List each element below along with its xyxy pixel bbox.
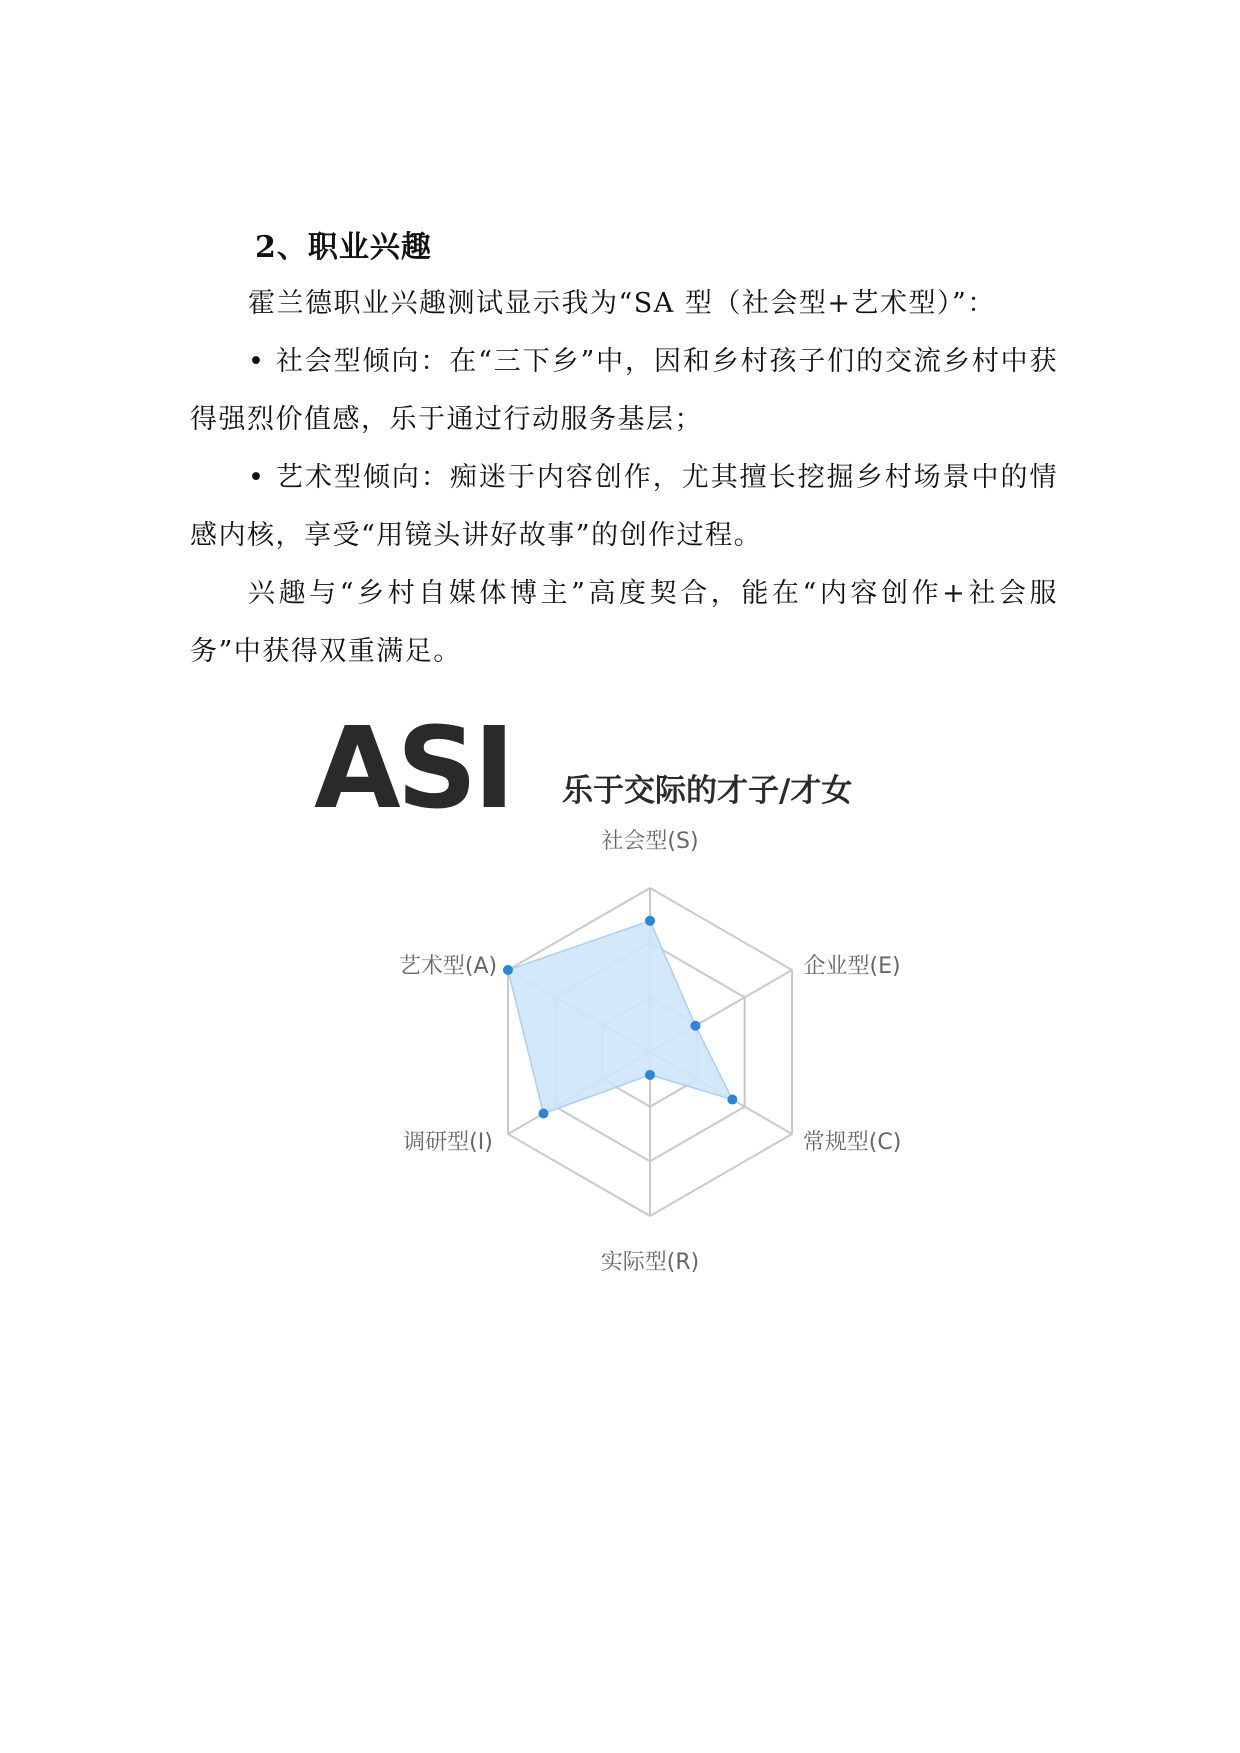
radar-axis-label: 实际型(R) (600, 1250, 700, 1275)
radar-axis-label: 艺术型(A) (398, 954, 498, 979)
holland-code-figure (300, 705, 960, 1305)
holland-code-subtitle: 乐于交际的才子/才女 (562, 773, 853, 809)
radar-point (690, 1021, 700, 1031)
radar-point (538, 1109, 548, 1119)
artistic-tendency-paragraph: • 艺术型倾向：痴迷于内容创作，尤其擅长挖掘乡村场景中的情感内核，享受“用镜头讲好故事”的创作过程。 (190, 462, 1058, 551)
conclusion-paragraph: 兴趣与“乡村自媒体博主”高度契合，能在“内容创作+社会服务”中获得双重满足。 (190, 578, 1058, 667)
section-heading: 2、职业兴趣 (255, 230, 432, 265)
radar-axis-label: 调研型(I) (403, 1130, 493, 1155)
radar-point (645, 1070, 655, 1080)
radar-axis-label: 企业型(E) (803, 954, 901, 979)
radar-point (503, 965, 513, 975)
intro-paragraph: 霍兰德职业兴趣测试显示我为“SA 型（社会型+艺术型）”： (248, 288, 996, 319)
radar-axis-label: 社会型(S) (601, 829, 699, 854)
radar-chart (300, 705, 960, 1305)
radar-point (727, 1095, 737, 1105)
radar-series (503, 916, 737, 1119)
social-tendency-paragraph: • 社会型倾向：在“三下乡”中，因和乡村孩子们的交流乡村中获得强烈价值感，乐于通过行动服务基层； (190, 346, 1058, 435)
radar-point (645, 916, 655, 926)
radar-axis-label: 常规型(C) (802, 1130, 902, 1155)
holland-code-title: ASI (314, 705, 512, 834)
